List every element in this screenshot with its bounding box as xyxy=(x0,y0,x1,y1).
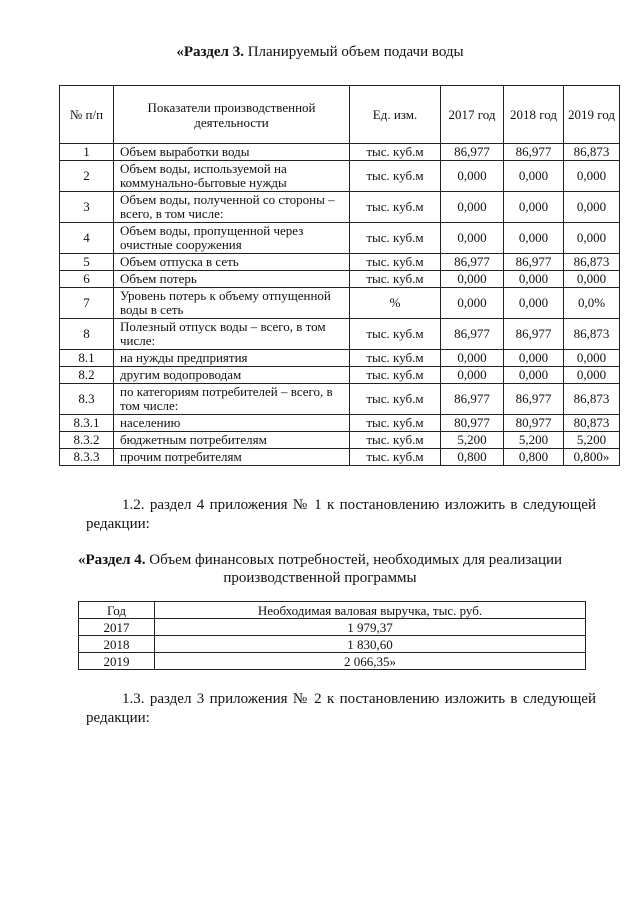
row-unit: тыс. куб.м xyxy=(350,223,441,254)
table-row xyxy=(60,288,620,319)
row-revenue: 2 066,35» xyxy=(155,653,586,670)
row-value-2017: 0,000 xyxy=(441,161,504,192)
row-value-2019: 0,000 xyxy=(564,271,620,288)
table-row xyxy=(60,367,620,384)
row-value-2018: 80,977 xyxy=(504,415,564,432)
row-unit: тыс. куб.м xyxy=(350,384,441,415)
row-value-2018: 86,977 xyxy=(504,384,564,415)
row-value-2018: 0,000 xyxy=(504,271,564,288)
paragraph-1-3: 1.3. раздел 3 приложения № 2 к постановлению изложить в следующей редакции: xyxy=(86,691,596,726)
table-row xyxy=(60,271,620,288)
header-indicator: Показатели производственной деятельности xyxy=(114,86,350,144)
row-indicator: населению xyxy=(114,415,350,432)
table-row xyxy=(60,384,620,415)
row-value-2017: 86,977 xyxy=(441,254,504,271)
row-value-2017: 0,000 xyxy=(441,192,504,223)
table-header-row xyxy=(79,602,586,619)
row-value-2017: 86,977 xyxy=(441,144,504,161)
row-value-2018: 0,000 xyxy=(504,367,564,384)
row-num: 1 xyxy=(60,144,114,161)
row-value-2018: 0,000 xyxy=(504,350,564,367)
row-unit: тыс. куб.м xyxy=(350,192,441,223)
row-num: 5 xyxy=(60,254,114,271)
row-unit: % xyxy=(350,288,441,319)
table-row xyxy=(60,319,620,350)
row-unit: тыс. куб.м xyxy=(350,449,441,466)
section4-title-bold: «Раздел 4. xyxy=(77,552,146,568)
row-indicator: Полезный отпуск воды – всего, в том числе: xyxy=(114,319,350,350)
row-value-2019: 0,000 xyxy=(564,192,620,223)
row-num: 3 xyxy=(60,192,114,223)
row-unit: тыс. куб.м xyxy=(350,144,441,161)
row-value-2017: 0,000 xyxy=(441,288,504,319)
row-indicator: Уровень потерь к объему отпущенной воды в сеть xyxy=(114,288,350,319)
section4-title-line2: производственной программы xyxy=(223,570,417,586)
row-num: 4 xyxy=(60,223,114,254)
row-value-2019: 0,000 xyxy=(564,223,620,254)
table-row xyxy=(79,619,586,636)
section3-title-bold: «Раздел 3. xyxy=(176,44,244,60)
table-row xyxy=(79,653,586,670)
row-num: 8.1 xyxy=(60,350,114,367)
row-value-2017: 86,977 xyxy=(441,384,504,415)
row-value-2017: 0,000 xyxy=(441,271,504,288)
row-indicator: бюджетным потребителям xyxy=(114,432,350,449)
row-value-2019: 0,800» xyxy=(564,449,620,466)
row-value-2019: 0,000 xyxy=(564,161,620,192)
paragraph-1-2: 1.2. раздел 4 приложения № 1 к постановлению изложить в следующей редакции: xyxy=(86,497,596,532)
row-num: 2 xyxy=(60,161,114,192)
row-num: 6 xyxy=(60,271,114,288)
row-num: 8.3 xyxy=(60,384,114,415)
row-value-2019: 80,873 xyxy=(564,415,620,432)
row-num: 8.3.2 xyxy=(60,432,114,449)
row-indicator: Объем потерь xyxy=(114,271,350,288)
row-indicator: другим водопроводам xyxy=(114,367,350,384)
row-value-2017: 5,200 xyxy=(441,432,504,449)
water-supply-table xyxy=(59,85,620,466)
table-row xyxy=(60,350,620,367)
section4-title-rest: Объем финансовых потребностей, необходимых для реализации xyxy=(145,552,563,568)
row-unit: тыс. куб.м xyxy=(350,161,441,192)
row-num: 7 xyxy=(60,288,114,319)
row-num: 8.2 xyxy=(60,367,114,384)
section3-title-rest: Планируемый объем подачи воды xyxy=(243,44,464,60)
header-unit: Ед. изм. xyxy=(350,86,441,144)
header-num: № п/п xyxy=(60,86,114,144)
row-year: 2019 xyxy=(79,653,155,670)
table-row xyxy=(60,223,620,254)
table-row xyxy=(60,415,620,432)
row-revenue: 1 979,37 xyxy=(155,619,586,636)
row-indicator: на нужды предприятия xyxy=(114,350,350,367)
row-indicator: прочим потребителям xyxy=(114,449,350,466)
row-year: 2018 xyxy=(79,636,155,653)
row-unit: тыс. куб.м xyxy=(350,350,441,367)
section3-title xyxy=(0,43,640,61)
header-revenue: Необходимая валовая выручка, тыс. руб. xyxy=(155,602,586,619)
row-value-2018: 5,200 xyxy=(504,432,564,449)
row-value-2018: 0,800 xyxy=(504,449,564,466)
financial-needs-table xyxy=(78,601,586,670)
row-indicator: Объем воды, полученной со стороны – всего, в том числе: xyxy=(114,192,350,223)
header-2019: 2019 год xyxy=(564,86,620,144)
row-unit: тыс. куб.м xyxy=(350,319,441,350)
row-indicator: Объем выработки воды xyxy=(114,144,350,161)
row-value-2019: 86,873 xyxy=(564,319,620,350)
row-value-2019: 86,873 xyxy=(564,144,620,161)
row-value-2017: 0,000 xyxy=(441,367,504,384)
table-row xyxy=(60,254,620,271)
header-2017: 2017 год xyxy=(441,86,504,144)
table-header-row xyxy=(60,86,620,144)
row-value-2017: 0,800 xyxy=(441,449,504,466)
row-value-2017: 80,977 xyxy=(441,415,504,432)
table-row xyxy=(60,432,620,449)
row-value-2018: 0,000 xyxy=(504,161,564,192)
table-row xyxy=(60,161,620,192)
row-unit: тыс. куб.м xyxy=(350,271,441,288)
row-value-2018: 86,977 xyxy=(504,144,564,161)
row-value-2017: 0,000 xyxy=(441,350,504,367)
table-row xyxy=(60,449,620,466)
row-value-2019: 86,873 xyxy=(564,384,620,415)
table-row xyxy=(60,192,620,223)
row-value-2018: 0,000 xyxy=(504,192,564,223)
row-indicator: по категориям потребителей – всего, в том числе: xyxy=(114,384,350,415)
section4-title xyxy=(0,551,640,587)
row-num: 8.3.1 xyxy=(60,415,114,432)
row-value-2019: 5,200 xyxy=(564,432,620,449)
row-value-2018: 0,000 xyxy=(504,223,564,254)
row-unit: тыс. куб.м xyxy=(350,254,441,271)
row-value-2019: 0,0% xyxy=(564,288,620,319)
row-year: 2017 xyxy=(79,619,155,636)
row-value-2019: 0,000 xyxy=(564,350,620,367)
row-revenue: 1 830,60 xyxy=(155,636,586,653)
table-row xyxy=(79,636,586,653)
row-value-2017: 86,977 xyxy=(441,319,504,350)
row-unit: тыс. куб.м xyxy=(350,432,441,449)
row-num: 8.3.3 xyxy=(60,449,114,466)
row-value-2018: 86,977 xyxy=(504,254,564,271)
row-num: 8 xyxy=(60,319,114,350)
row-indicator: Объем отпуска в сеть xyxy=(114,254,350,271)
row-value-2018: 0,000 xyxy=(504,288,564,319)
table-row xyxy=(60,144,620,161)
row-value-2019: 0,000 xyxy=(564,367,620,384)
row-unit: тыс. куб.м xyxy=(350,415,441,432)
row-value-2018: 86,977 xyxy=(504,319,564,350)
header-2018: 2018 год xyxy=(504,86,564,144)
row-indicator: Объем воды, пропущенной через очистные сооружения xyxy=(114,223,350,254)
header-year: Год xyxy=(79,602,155,619)
row-value-2019: 86,873 xyxy=(564,254,620,271)
row-indicator: Объем воды, используемой на коммунально-бытовые нужды xyxy=(114,161,350,192)
row-value-2017: 0,000 xyxy=(441,223,504,254)
row-unit: тыс. куб.м xyxy=(350,367,441,384)
